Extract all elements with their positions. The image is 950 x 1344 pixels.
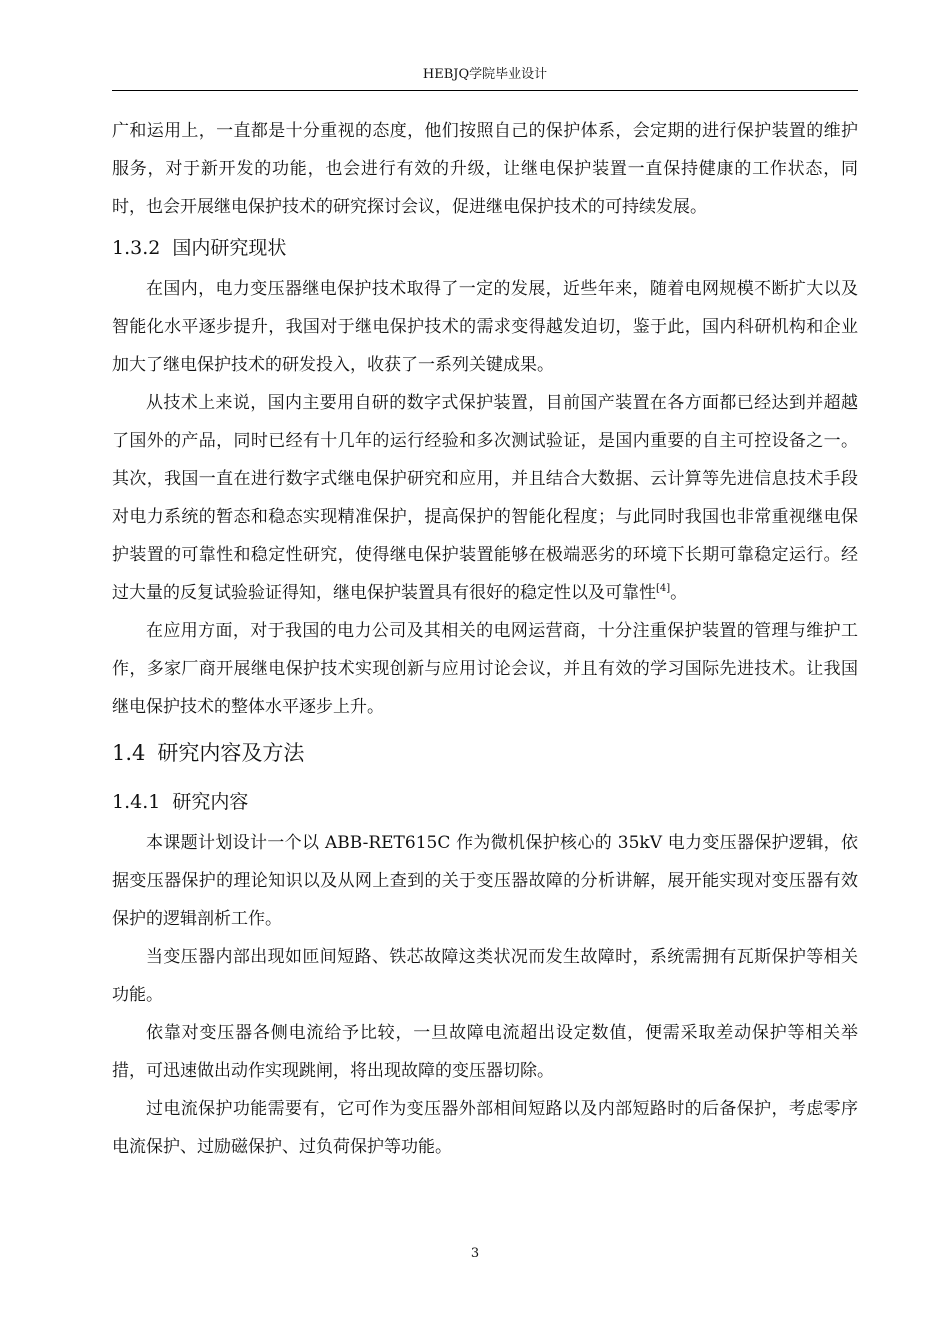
paragraph-content-3: 依靠对变压器各侧电流给予比较，一旦故障电流超出设定数值，便需采取差动保护等相关举措，可迅速做出动作实现跳闸，将出现故障的变压器切除。 <box>112 1023 858 1081</box>
page-header <box>112 62 858 91</box>
page-body <box>112 112 858 1166</box>
paragraph-domestic-3: 在应用方面，对于我国的电力公司及其相关的电网运营商，十分注重保护装置的管理与维护工作，多家厂商开展继电保护技术实现创新与应用讨论会议，并且有效的学习国际先进技术。让我国继电保护技术的整体水平逐步上升。 <box>112 621 858 717</box>
header-title: HEBJQ学院毕业设计 <box>422 67 548 82</box>
paragraph-intro: 广和运用上，一直都是十分重视的态度，他们按照自己的保护体系，会定期的进行保护装置的维护服务，对于新开发的功能，也会进行有效的升级，让继电保护装置一直保持健康的工作状态，同时，也会开展继电保护技术的研究探讨会议，促进继电保护技术的可持续发展。 <box>112 121 858 217</box>
paragraph-content-2: 当变压器内部出现如匝间短路、铁芯故障这类状况而发生故障时，系统需拥有瓦斯保护等相关功能。 <box>112 947 858 1005</box>
citation-ref: [4] <box>656 583 671 594</box>
section-heading-1-3-2 <box>112 226 858 270</box>
section-number: 1.4.1 <box>112 791 161 813</box>
paragraph-content-1: 本课题计划设计一个以 ABB-RET615C 作为微机保护核心的 35kV 电力变压器保护逻辑，依据变压器保护的理论知识以及从网上查到的关于变压器故障的分析讲解，展开能实现对变压器有效保护的逻辑剖析工作。 <box>112 833 858 929</box>
paragraph-domestic-2 <box>112 384 858 612</box>
section-title: 研究内容及方法 <box>157 741 305 765</box>
page-number: 3 <box>470 1246 480 1261</box>
page-footer <box>0 1246 950 1261</box>
paragraph-domestic-1: 在国内，电力变压器继电保护技术取得了一定的发展，近些年来，随着电网规模不断扩大以及智能化水平逐步提升，我国对于继电保护技术的需求变得越发迫切，鉴于此，国内科研机构和企业加大了继电保护技术的研发投入，收获了一系列关键成果。 <box>112 279 858 375</box>
section-heading-1-4 <box>112 726 858 780</box>
paragraph-end: 。 <box>670 583 688 603</box>
section-heading-1-4-1 <box>112 780 858 824</box>
paragraph-content-4: 过电流保护功能需要有，它可作为变压器外部相间短路以及内部短路时的后备保护，考虑零序电流保护、过励磁保护、过负荷保护等功能。 <box>112 1099 858 1157</box>
section-title: 研究内容 <box>172 791 249 813</box>
paragraph-text: 从技术上来说，国内主要用自研的数字式保护装置，目前国产装置在各方面都已经达到并超越了国外的产品，同时已经有十几年的运行经验和多次测试验证，是国内重要的自主可控设备之一。其次，我国一直在进行数字式继电保护研究和应用，并且结合大数据、云计算等先进信息技术手段对电力系统的暂态和稳态实现精准保护，提高保护的智能化程度；与此同时我国也非常重视继电保护装置的可靠性和稳定性研究，使得继电保护装置能够在极端恶劣的环境下长期可靠稳定运行。经过大量的反复试验验证得知，继电保护装置具有很好的稳定性以及可靠性 <box>112 393 858 603</box>
section-title: 国内研究现状 <box>172 237 287 259</box>
section-number: 1.3.2 <box>112 237 161 259</box>
section-number: 1.4 <box>112 741 146 765</box>
